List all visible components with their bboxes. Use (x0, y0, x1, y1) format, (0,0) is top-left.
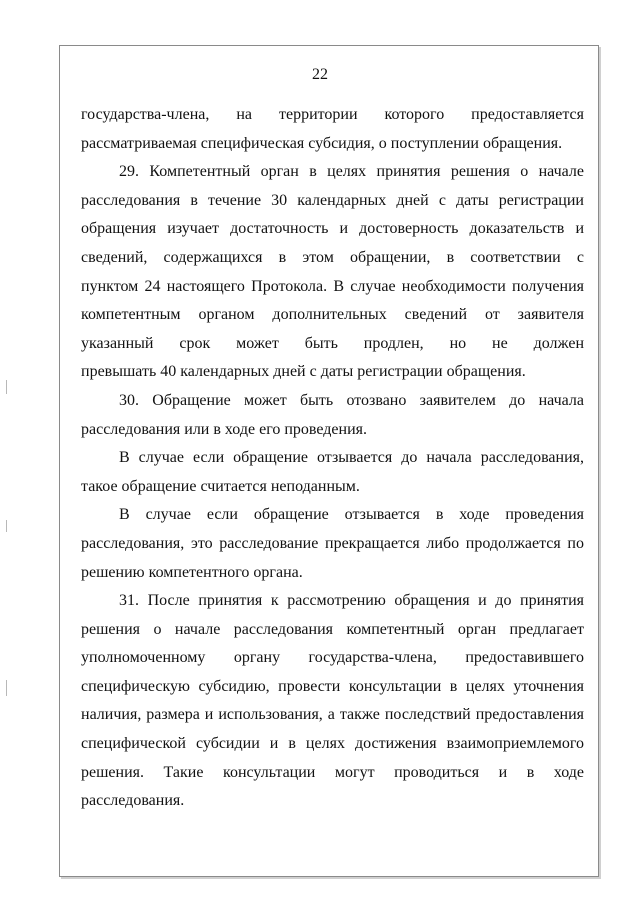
text-line: В случае если обращение отзывается до начала расследования, (119, 449, 584, 467)
document-body (81, 101, 584, 816)
paragraph-29 (81, 158, 584, 387)
text-line: 30. Обращение может быть отозвано заявителем до начала (119, 391, 584, 409)
paragraph-withdrawal-during (81, 501, 584, 587)
paragraph-withdrawal-before (81, 444, 584, 501)
text-line: решению компетентного органа. (81, 563, 303, 581)
text-line: расследования. (81, 792, 185, 810)
text-line: специфическую субсидию, провести консультации в целях уточнения (81, 677, 584, 695)
text-line: сведений, содержащихся в этом обращении, в соответствии с (81, 248, 584, 266)
text-line: уполномоченному органу государства-члена, предоставившего (81, 649, 584, 667)
scan-artifact (6, 380, 7, 394)
text-line: 31. После принятия к рассмотрению обращения и до принятия (119, 592, 584, 610)
text-line: В случае если обращение отзывается в ходе проведения (119, 506, 584, 524)
page-number: 22 (312, 66, 328, 83)
text-line: специфической субсидии и в целях достижения взаимоприемлемого (81, 735, 584, 753)
paragraph-31 (81, 587, 584, 816)
text-line: решения о начале расследования компетентный орган предлагает (81, 620, 584, 638)
text-line: превышать 40 календарных дней с даты регистрации обращения. (81, 363, 526, 381)
text-line: решения. Такие консультации могут проводиться и в ходе (81, 763, 584, 781)
text-line: расследования в течение 30 календарных дней с даты регистрации (81, 191, 584, 209)
paragraph-continuation (81, 101, 584, 158)
text-line: пунктом 24 настоящего Протокола. В случае необходимости получения (81, 277, 584, 295)
paragraph-30 (81, 387, 584, 444)
text-line: компетентным органом дополнительных сведений от заявителя (81, 306, 584, 324)
scan-artifact (6, 680, 7, 696)
text-line: 29. Компетентный орган в целях принятия решения о начале (119, 163, 584, 181)
text-line: расследования, это расследование прекращается либо продолжается по (81, 534, 584, 552)
text-line: государства-члена, на территории которого предоставляется (81, 106, 584, 123)
text-line: такое обращение считается неподанным. (81, 477, 360, 495)
text-line: указанный срок может быть продлен, но не должен (81, 334, 584, 352)
text-line: рассматриваемая специфическая субсидия, о поступлении обращения. (81, 134, 563, 152)
text-line: обращения изучает достаточность и достоверность доказательств и (81, 220, 584, 238)
scan-artifact (6, 520, 7, 532)
text-line: наличия, размера и использования, а также последствий предоставления (81, 706, 584, 724)
text-line: расследования или в ходе его проведения. (81, 420, 367, 438)
